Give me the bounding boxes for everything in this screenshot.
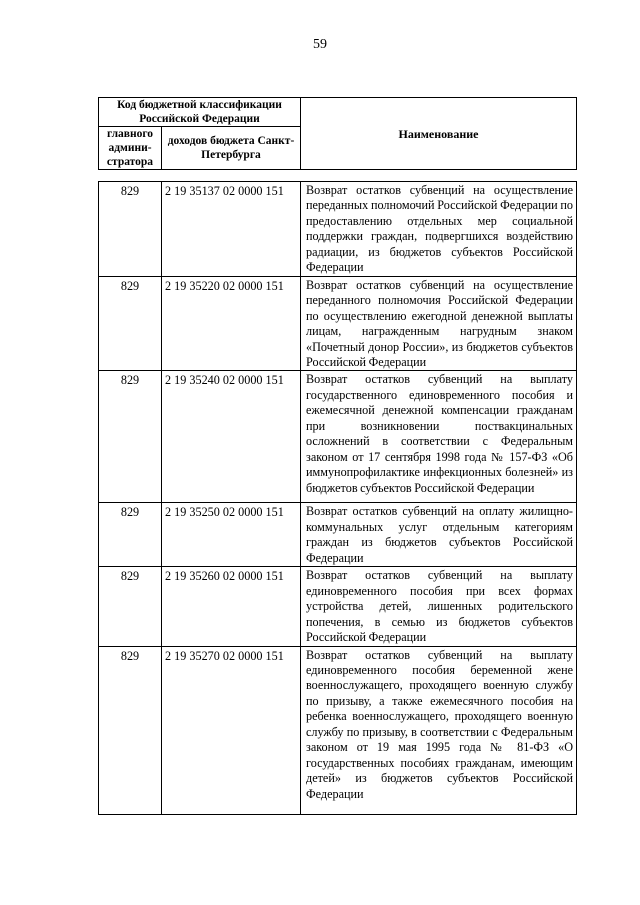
- admin-code-cell: 829: [99, 503, 162, 567]
- admin-code-cell: 829: [99, 182, 162, 277]
- income-code-cell: 2 19 35220 02 0000 151: [162, 276, 301, 371]
- name-cell: Возврат остатков субвенций на выплату единовременного пособия беременной жене военнослужащего, проходящего военную службу по призыву, а также ежемесячного пособия на ребенка военнослужащего, проходящего военную службу по призыву, в соответствии с Федеральным законом от 19 мая 1995 года № 81-ФЗ «О государственных пособиях гражданам, имеющим детей» из бюджетов субъектов Российской Федерации: [301, 646, 577, 814]
- admin-code-cell: 829: [99, 567, 162, 646]
- budget-codes-table: [98, 181, 577, 815]
- table-row: [99, 371, 577, 503]
- income-code-cell: 2 19 35260 02 0000 151: [162, 567, 301, 646]
- table-row: [99, 503, 577, 567]
- page-number: 59: [313, 37, 327, 52]
- admin-code-cell: 829: [99, 646, 162, 814]
- name-cell: Возврат остатков субвенций на оплату жилищно-коммунальных услуг отдельным категориям граждан из бюджетов субъектов Российской Федерации: [301, 503, 577, 567]
- table-row: [99, 182, 577, 277]
- name-cell: Возврат остатков субвенций на осуществление переданных полномочий Российской Федерации по предоставлению отдельных мер социальной поддержки граждан, подвергшихся воздействию радиации, из бюджетов субъектов Российской Федерации: [301, 182, 577, 277]
- table-row: [99, 276, 577, 371]
- header-budget-income: доходов бюджета Санкт-Петербурга: [162, 127, 301, 170]
- name-cell: Возврат остатков субвенций на выплату единовременного пособия при всех формах устройства детей, лишенных родительского попечения, в семью из бюджетов субъектов Российской Федерации: [301, 567, 577, 646]
- income-code-cell: 2 19 35250 02 0000 151: [162, 503, 301, 567]
- name-cell: Возврат остатков субвенций на осуществление переданного полномочия Российской Федерации по осуществлению ежегодной денежной выплаты лицам, награжденным нагрудным знаком «Почетный донор России», из бюджетов субъектов Российской Федерации: [301, 276, 577, 371]
- income-code-cell: 2 19 35137 02 0000 151: [162, 182, 301, 277]
- table-header: [98, 97, 577, 170]
- table-row: [99, 646, 577, 814]
- name-cell: Возврат остатков субвенций на выплату государственного единовременного пособия и ежемесячной денежной компенсации гражданам при возникновении поствакцинальных осложнений в соответствии с Федеральным законом от 17 сентября 1998 года № 157-ФЗ «Об иммунопрофилактике инфекционных болезней» из бюджетов субъектов Российской Федерации: [301, 371, 577, 503]
- admin-code-cell: 829: [99, 276, 162, 371]
- income-code-cell: 2 19 35270 02 0000 151: [162, 646, 301, 814]
- income-code-cell: 2 19 35240 02 0000 151: [162, 371, 301, 503]
- header-name: Наименование: [301, 98, 577, 170]
- header-budget-classification-code: Код бюджетной классификации Российской Федерации: [99, 98, 301, 127]
- header-main-administrator: главного админи-стратора: [99, 127, 162, 170]
- table-row: [99, 567, 577, 646]
- admin-code-cell: 829: [99, 371, 162, 503]
